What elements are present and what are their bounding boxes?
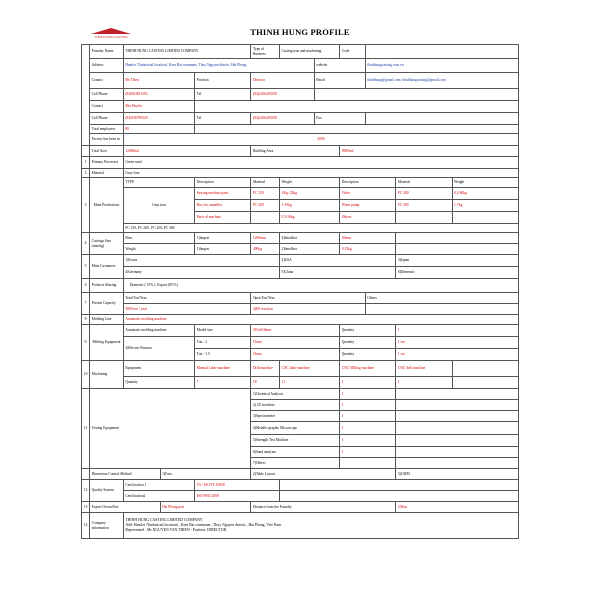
blank-cell	[195, 101, 519, 113]
website-label: website	[314, 59, 365, 73]
test-value: 1	[340, 435, 396, 447]
melting-auto: Automatic molding machine	[123, 325, 194, 337]
customer: 4)Germany	[123, 267, 279, 279]
section-num	[82, 146, 90, 157]
contact1-label: Contact	[90, 73, 124, 89]
machining-qty: 18	[251, 377, 280, 389]
contact2-label: Contact	[90, 101, 124, 113]
dimension-method: 3)CMM	[396, 469, 519, 480]
fax-value	[365, 113, 518, 125]
company-label: Company information	[90, 513, 124, 539]
distance-label: Distance from the Foundry	[251, 502, 396, 513]
main-header-desc2: Description	[340, 178, 396, 188]
weight-label: Weight	[123, 244, 194, 255]
test-item: 4)Metallo-graphic Microscope	[251, 422, 340, 435]
capacity-label: Present Capacity	[90, 293, 124, 315]
employees-label: Total employees	[90, 125, 124, 134]
qty-value: 1	[396, 325, 519, 337]
molding-value: Automatic molding machine	[123, 315, 518, 325]
row-num: 14	[82, 513, 90, 539]
contact1-name: Mr Thieu	[123, 73, 194, 89]
blank-cell	[195, 125, 519, 134]
capacity-total-label: Total Ton/Year	[123, 293, 251, 304]
profile-table	[81, 44, 519, 539]
row-num: 11	[82, 389, 90, 469]
test-value	[340, 458, 396, 469]
test-value: 1	[340, 389, 396, 400]
equipment: CNC lathe machine	[280, 361, 340, 377]
smallest-label: 2)Smallest	[280, 244, 340, 255]
melting-furnace: 2)Electric Furnace	[123, 337, 194, 361]
cert2-value: ISO 9001:2008	[195, 491, 280, 502]
cell1-label: Cell Phone	[90, 89, 124, 101]
address-label: Address	[90, 59, 124, 73]
main-item-desc2: Valve	[340, 188, 396, 200]
qty-label: Quantity	[340, 349, 396, 361]
material-value: Gray Iron	[123, 169, 518, 178]
capacity-open-label: Open Ton/Year	[251, 293, 365, 304]
primary-label: Primary Processes	[90, 157, 124, 169]
company-name: THINH HUNG CASTING LIMITED COMPANY	[125, 518, 203, 522]
employees-value: 80	[123, 125, 194, 134]
equip-label: Equipment	[123, 361, 194, 377]
smallest-label: 2)Smallest	[280, 233, 340, 244]
quality-label: Quality System	[90, 480, 124, 502]
row-num: 2	[82, 169, 90, 178]
row-num: 6	[82, 279, 90, 293]
blank-cell	[396, 244, 519, 255]
founder-value: THINH HUNG CASTING LIMITED COMPANY	[123, 45, 251, 59]
contact2-name: Mrs Huyền	[123, 101, 194, 113]
main-item-material2: FC 200	[396, 188, 452, 200]
blank-cell	[396, 422, 519, 435]
primary-value: Green sand	[123, 157, 518, 169]
dimension-label: Dimension Control Method	[90, 469, 160, 480]
molding-label: Molding Line	[90, 315, 124, 325]
test-item: 6)Sand analyzer	[251, 447, 340, 458]
machining-qty-label: Quantity	[123, 377, 194, 389]
company-address: Add: Hamlet 7(industrial location) , Kien Bai commune , Thuy Nguyen district , Hai Phong, Viet Nam	[125, 523, 282, 527]
type-value: Casting iron and machining	[280, 45, 340, 59]
main-item-material	[251, 212, 280, 224]
equipment: Drill machine	[251, 361, 280, 377]
row-num: 3	[82, 178, 90, 233]
main-header-desc: Description	[195, 178, 251, 188]
tel2-value: (84)2256283550	[251, 113, 314, 125]
main-type: Gray iron	[123, 188, 194, 224]
main-item-desc2: Others	[340, 212, 396, 224]
cell2-value: (84)936790329	[123, 113, 194, 125]
company-info	[123, 513, 518, 539]
cert2-label: Certification2	[123, 491, 194, 502]
main-item-desc: Parts of machine	[195, 212, 251, 224]
dim-small: 50mm	[340, 233, 396, 244]
model-value: 510x610mm	[251, 325, 340, 337]
equipment: CNC Milling machine	[340, 361, 396, 377]
castings-label: Castings Size (mm/kg)	[90, 233, 124, 255]
machining-qty: 7	[195, 377, 251, 389]
material-label: Material	[90, 169, 124, 178]
machining-qty: 1	[396, 377, 452, 389]
email-value[interactable]: thinhhung@gmail.com; thinhhungcasting@gmail.com	[365, 73, 518, 89]
section-num	[82, 45, 90, 146]
customer: 2)USA	[280, 255, 396, 267]
main-label: Main Productions	[90, 178, 124, 233]
main-item-desc: Sewing machine parts	[195, 188, 251, 200]
main-item-weight2: ...	[452, 212, 518, 224]
blank-cell	[314, 89, 518, 101]
machining-qty: 11	[280, 377, 340, 389]
factory-value: 2000	[123, 134, 518, 146]
main-item-weight: 1Kg- 22kg	[280, 188, 340, 200]
cert1-label: Certification 1	[123, 480, 194, 491]
customers-label: Main Customers	[90, 255, 124, 279]
blank-cell	[280, 480, 519, 491]
tel2-label: Tel	[195, 113, 251, 125]
dimension-method: 1)Faro	[160, 469, 251, 480]
main-item-material: FC 200	[251, 200, 280, 212]
main-item-weight2: 1-7kg	[452, 200, 518, 212]
testing-label: Testing Equipment	[90, 389, 251, 469]
cert1-value: TS / ISO/TS 16949	[195, 480, 280, 491]
logo-text: THINH HUNG CASTING	[94, 35, 128, 39]
equipment: CNC drill machine	[396, 361, 452, 377]
qty-value: 1 set	[396, 349, 519, 361]
melting-label: Melting Equipment	[90, 325, 124, 361]
test-value: 1	[340, 447, 396, 458]
capacity-total: 5000 ton / year	[123, 304, 251, 315]
sharing-label: Products Sharing	[90, 279, 124, 293]
dim-large: 1200mm	[251, 233, 280, 244]
row-num: 7	[82, 293, 90, 315]
largest-label: 1)largest	[195, 244, 251, 255]
main-header-material2: Material	[396, 178, 452, 188]
page-title: THINH HUNG PROFILE	[250, 27, 350, 37]
test-value: 1	[340, 400, 396, 411]
test-item: 5)Strength Test Machine	[251, 435, 340, 447]
row-num: 5	[82, 255, 90, 279]
company-logo	[85, 26, 137, 38]
main-header-type: TYPE	[123, 178, 194, 188]
main-header-weight2: Weight	[452, 178, 518, 188]
customer: 6)Domestic	[396, 267, 519, 279]
tel1-value: (84)2256283550	[251, 89, 314, 101]
blank-cell	[396, 411, 519, 422]
position-label: Position	[195, 73, 251, 89]
ton2-value: China	[251, 337, 340, 349]
ton15-value: China	[251, 349, 340, 361]
blank-cell	[396, 458, 519, 469]
ton2-label: Ton : 2	[195, 337, 251, 349]
blank-cell	[280, 491, 519, 502]
main-item-weight: 1-10kg	[280, 200, 340, 212]
area-value: 12000m2	[123, 146, 251, 157]
test-item: 2) CE machine	[251, 400, 340, 411]
test-value: 1	[340, 422, 396, 435]
address-value: Hamlet 7(industrial location), Kien Bai commune, Thuy Nguyen district, Hai Phong	[123, 59, 314, 73]
main-item-material2: FC 200	[396, 200, 452, 212]
factory-label: Factory has been in	[90, 134, 124, 146]
section-num	[82, 469, 90, 480]
cell2-label: Cell Phone	[90, 113, 124, 125]
row-num: 1	[82, 157, 90, 169]
qty-label: Quantity	[340, 325, 396, 337]
cell1-value: (84)904831593	[123, 89, 194, 101]
position-value: Director	[251, 73, 314, 89]
machining-label: Machining	[90, 361, 124, 389]
equipment: Manual Lathe machine	[195, 361, 251, 377]
row-num: 8	[82, 315, 90, 325]
test-item: 7)Others	[251, 458, 340, 469]
main-header-weight: Weight	[280, 178, 340, 188]
building-value: 9000m2	[340, 146, 519, 157]
main-item-desc: Box for cameiller	[195, 200, 251, 212]
row-num: 12	[82, 480, 90, 502]
main-grades: FC 150, FC 200 , FC 250, FC 300	[123, 224, 518, 233]
row-num: 13	[82, 502, 90, 513]
row-num: 4	[82, 233, 90, 255]
port-label: Export Ocean Port	[90, 502, 160, 513]
main-item-desc2: Water pump	[340, 200, 396, 212]
weight-small: 0.15kg	[340, 244, 396, 255]
sharing-value: Domestic ( 15% ), Export (85 %)	[123, 279, 518, 293]
largest-label: 1)largest	[195, 233, 251, 244]
main-item-material: FC 150	[251, 188, 280, 200]
weight-large: 400kg	[251, 244, 280, 255]
test-item: 3)Spectrometer	[251, 411, 340, 422]
code-label: Code	[340, 45, 366, 59]
qty-label: Quantity	[340, 337, 396, 349]
port-value: Hai Phong port	[160, 502, 251, 513]
machining-qty: 1	[340, 377, 396, 389]
code-value	[365, 45, 518, 59]
test-value: 1	[340, 411, 396, 422]
blank-cell	[452, 361, 518, 377]
qty-value: 1 set	[396, 337, 519, 349]
type-label: Type of Business	[251, 45, 280, 59]
customer: 3)Japan	[396, 255, 519, 267]
dimension-method: 2)Table Layout	[251, 469, 396, 480]
blank-cell	[365, 304, 518, 315]
test-item: 1)Chemical Analysis	[251, 389, 340, 400]
row-num: 9	[82, 325, 90, 361]
website-value[interactable]: thinhhungcasting.com.vn	[365, 59, 518, 73]
email-label: Email	[314, 73, 365, 89]
model-label: Model size	[195, 325, 251, 337]
capacity-open: 4200 ton/year	[251, 304, 365, 315]
fax-label: Fax	[314, 113, 365, 125]
customer: 1)Korea	[123, 255, 279, 267]
company-rep: Represented : Mr NGUYEN VAN THIEN - Position: DIRECTOR	[125, 528, 227, 532]
distance-value: 25Km	[396, 502, 519, 513]
blank-cell	[452, 377, 518, 389]
tel1-label: Tel	[195, 89, 251, 101]
main-item-weight: 0.5-50kg	[280, 212, 340, 224]
dim-label: Dim.	[123, 233, 194, 244]
building-label: Building Area	[251, 146, 340, 157]
ton15-label: Ton : 1.5	[195, 349, 251, 361]
customer: 5)China	[280, 267, 396, 279]
founder-label: Foundry Name	[90, 45, 124, 59]
main-item-material2	[396, 212, 452, 224]
blank-cell	[396, 435, 519, 447]
blank-cell	[396, 400, 519, 411]
capacity-others-label: Others	[365, 293, 518, 304]
main-item-weight2: 0.2-60kg	[452, 188, 518, 200]
area-label: Total Area	[90, 146, 124, 157]
main-header-material: Material	[251, 178, 280, 188]
row-num: 10	[82, 361, 90, 389]
blank-cell	[396, 233, 519, 244]
blank-cell	[396, 389, 519, 400]
blank-cell	[396, 447, 519, 458]
